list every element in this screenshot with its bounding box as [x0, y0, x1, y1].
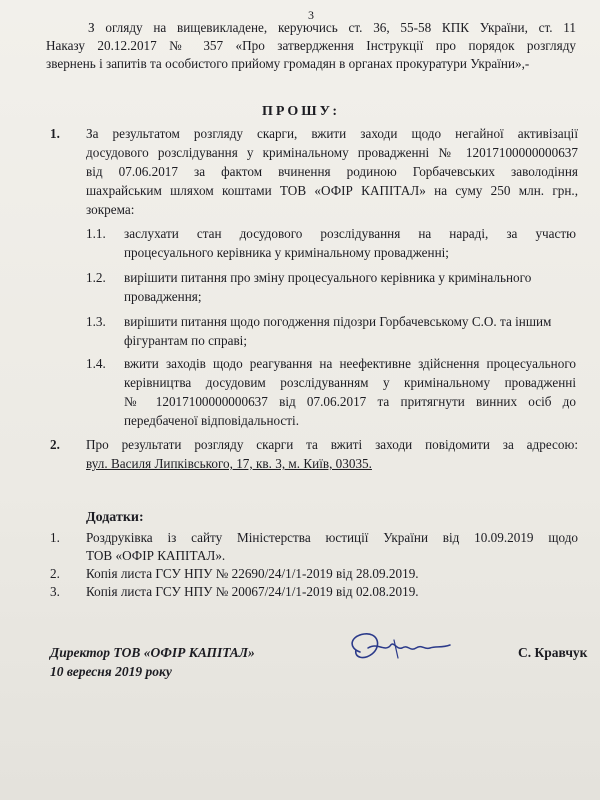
subitem-line: № 12017100000000637 від 07.06.2017 та притягнути винних осіб до [124, 394, 576, 409]
item-1-line: За результатом розгляду скарги, вжити заходи щодо негайної активізації [86, 126, 578, 141]
address: вул. Василя Липківського, 17, кв. 3, м. Київ, 03035. [86, 456, 372, 471]
attachment-line: Копія листа ГСУ НПУ № 22690/24/1/1-2019 від 28.09.2019. [86, 566, 419, 581]
intro-line-3: звернень і запитів та особистого прийому громадян в органах прокуратури України»,- [46, 56, 530, 71]
subitem-number: 1.1. [86, 226, 106, 241]
signatory-title: Директор ТОВ «ОФІР КАПІТАЛ» [50, 645, 255, 660]
signature-date: 10 вересня 2019 року [50, 664, 172, 679]
subitem-line: вжити заходів щодо реагування на неефективне здійснення процесуального [124, 356, 576, 371]
request-heading: ПРОШУ: [262, 104, 341, 119]
attachment-number: 2. [50, 566, 60, 581]
subitem-line: процесуального керівника у кримінальному провадженні; [124, 245, 449, 260]
item-2-line-1: Про результати розгляду скарги та вжиті заходи повідомити за адресою: [86, 437, 578, 452]
intro-line-1: З огляду на вищевикладене, керуючись ст. 36, 55-58 КПК України, ст. 11 [88, 20, 576, 35]
attachment-line: Роздруківка із сайту Міністерства юстиції України від 10.09.2019 щодо [86, 530, 578, 545]
subitem-number: 1.4. [86, 356, 106, 371]
attachment-line: Копія листа ГСУ НПУ № 20067/24/1/1-2019 від 02.08.2019. [86, 584, 419, 599]
attachments-title: Додатки: [86, 510, 144, 525]
item-1-number: 1. [50, 126, 60, 141]
subitem-line: передбаченої відповідальності. [124, 413, 299, 428]
handwritten-signature [338, 618, 458, 678]
subitem-line: вирішити питання щодо погодження підозри Горбачевському С.О. та іншим [124, 314, 552, 329]
intro-line-2: Наказу 20.12.2017 № 357 «Про затвердження Інструкції про порядок розгляду [46, 38, 576, 53]
subitem-line: вирішити питання про зміну процесуального керівника у кримінального [124, 270, 532, 285]
signatory-name: С. Кравчук [518, 645, 588, 660]
subitem-line: заслухати стан досудового розслідування на нараді, за участю [124, 226, 576, 241]
item-1-line: досудового розслідування у кримінальному провадженні № 12017100000000637 [86, 145, 578, 160]
subitem-number: 1.3. [86, 314, 106, 329]
item-1-line: від 07.06.2017 за фактом вчинення родиною Горбачевських заволодіння [86, 164, 578, 179]
attachment-number: 1. [50, 530, 60, 545]
item-1-line: зокрема: [86, 202, 135, 217]
subitem-number: 1.2. [86, 270, 106, 285]
attachment-number: 3. [50, 584, 60, 599]
subitem-line: фігурантам по справі; [124, 333, 247, 348]
subitem-line: провадження; [124, 289, 202, 304]
attachment-line: ТОВ «ОФІР КАПІТАЛ». [86, 548, 226, 563]
page-number: 3 [308, 8, 314, 22]
subitem-line: керівництва досудовим розслідуванням у кримінальному провадженні [124, 375, 576, 390]
item-1-line: шахрайським шляхом коштами ТОВ «ОФІР КАПІТАЛ» на суму 250 млн. грн., [86, 183, 578, 198]
item-2-number: 2. [50, 437, 60, 452]
